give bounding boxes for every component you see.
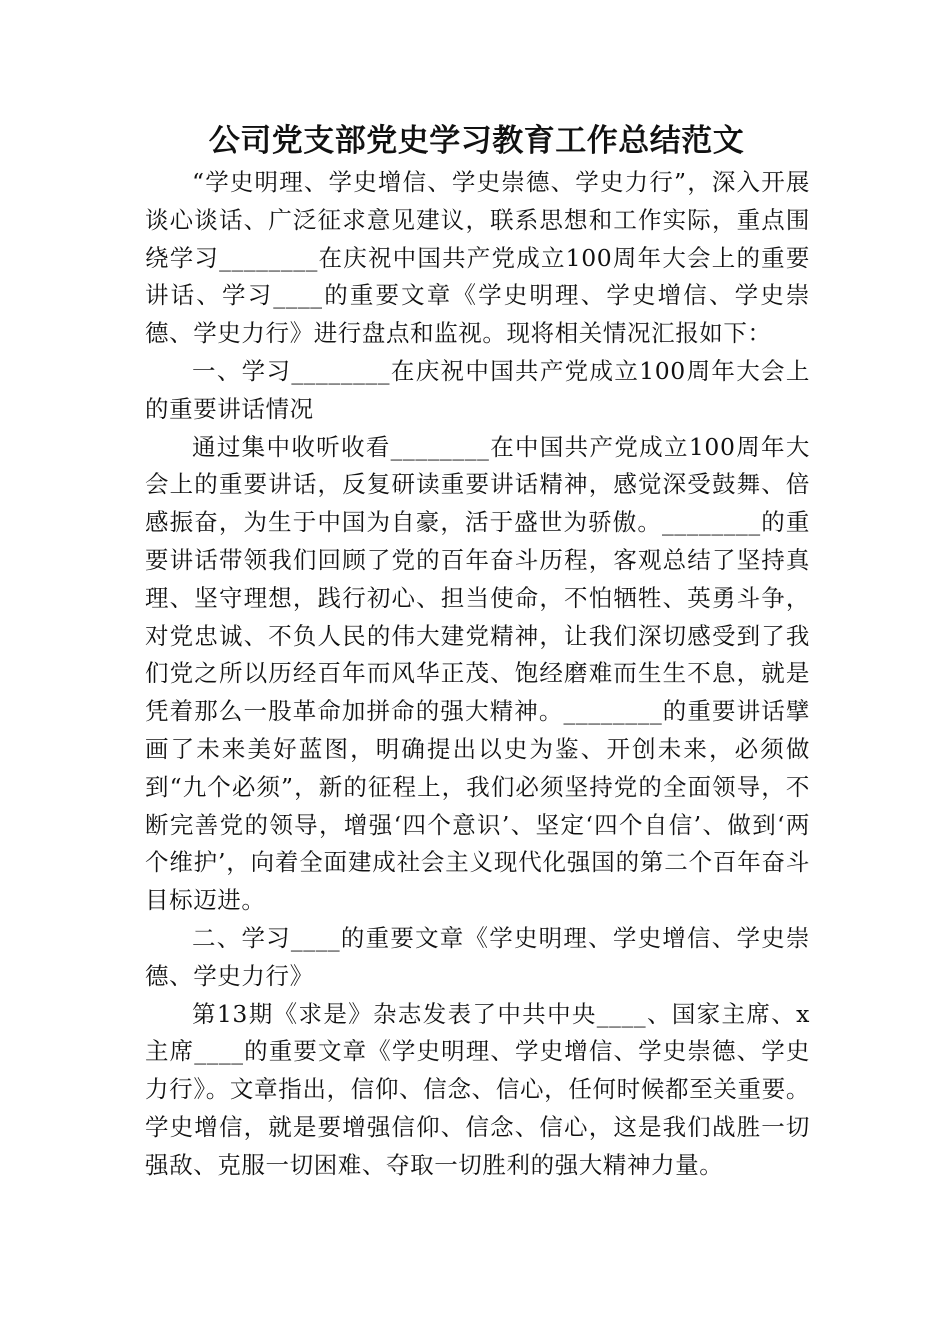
paragraph-intro: “学史明理、学史增信、学史崇德、学史力行”，深入开展谈心谈话、广泛征求意见建议，联系思想和工作实际，重点围绕学习________在庆祝中国共产党成立100周年大会上的重要讲话、学习____的重要文章《学史明理、学史增信、学史崇德、学史力行》进行盘点和监视。现将相关情况汇报如下： xyxy=(145,168,810,348)
document-title: 公司党支部党史学习教育工作总结范文 xyxy=(208,123,745,159)
section-heading-1: 一、学习________在庆祝中国共产党成立100周年大会上的重要讲话情况 xyxy=(145,356,810,423)
paragraph-section-1: 通过集中收听收看________在中国共产党成立100周年大会上的重要讲话，反复研读重要讲话精神，感觉深受鼓舞、倍感振奋，为生于中国为自豪，活于盛世为骄傲。________的重要讲话带领我们回顾了党的百年奋斗历程，客观总结了坚持真理、坚守理想，践行初心、担当使命，不怕牺牲、英勇斗争，对党忠诚、不负人民的伟大建党精神，让我们深切感受到了我们党之所以历经百年而风华正茂、饱经磨难而生生不息，就是凭着那么一股革命加拼命的强大精神。________的重要讲话擘画了未来美好蓝图，明确提出以史为鉴、开创未来，必须做到“九个必须”，新的征程上，我们必须坚持党的全面领导，不断完善党的领导，增强‘四个意识’、坚定‘四个自信’、做到‘两个维护’，向着全面建成社会主义现代化强国的第二个百年奋斗目标迈进。 xyxy=(145,432,810,915)
document-page xyxy=(145,118,810,1185)
section-heading-2: 二、学习____的重要文章《学史明理、学史增信、学史崇德、学史力行》 xyxy=(145,923,810,990)
paragraph-section-2: 第13期《求是》杂志发表了中共中央____、国家主席、x主席____的重要文章《学史明理、学史增信、学史崇德、学史力行》。文章指出，信仰、信念、信心，任何时候都至关重要。学史增信，就是要增强信仰、信念、信心，这是我们战胜一切强敌、克服一切困难、夺取一切胜利的强大精神力量。 xyxy=(145,999,810,1179)
